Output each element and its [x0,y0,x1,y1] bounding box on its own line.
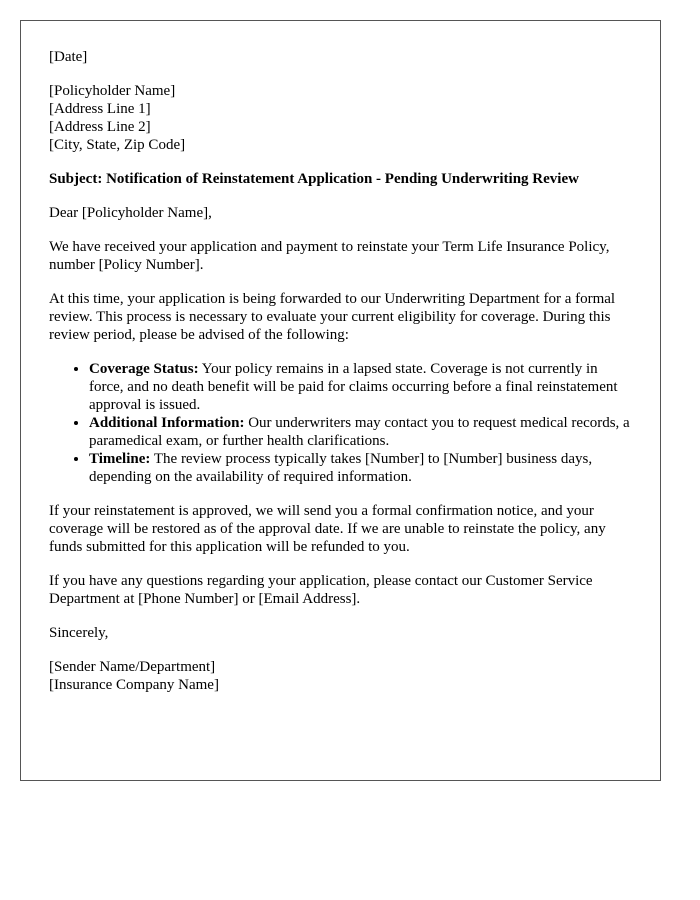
recipient-name: [Policyholder Name] [49,83,176,99]
salutation: Dear [Policyholder Name], [49,205,212,221]
list-item [89,414,632,450]
recipient-address [49,82,632,154]
list-item [89,450,632,486]
body-paragraph: If your reinstatement is approved, we will send you a formal confirmation notice, and your coverage will be restored as of the approval date. If we are unable to reinstate the policy, any funds submitted for this application will be refunded to you. [49,503,606,555]
bullet-text: Our underwriters may contact you to request medical records, a paramedical exam, or further health clarifications. [89,415,630,449]
bullet-text: The review process typically takes [Number] to [Number] business days, depending on the availability of required information. [89,451,593,485]
city-state-zip: [City, State, Zip Code] [49,137,186,153]
date: [Date] [49,49,88,65]
address-line-1: [Address Line 1] [49,101,151,117]
letter [20,20,661,781]
bullet-text: Your policy remains in a lapsed state. Coverage is not currently in force, and no death benefit will be paid for claims occurring before a final reinstatement approval is issued. [89,361,618,413]
body-paragraph: We have received your application and payment to reinstate your Term Life Insurance Policy, number [Policy Number]. [49,239,610,273]
signoff: Sincerely, [49,625,109,641]
bullet-label: Additional Information: [89,415,245,431]
sender-block [49,658,632,694]
body-paragraph: If you have any questions regarding your application, please contact our Customer Service Department at [Phone Number] or [Email Address]. [49,573,593,607]
bullet-label: Timeline: [89,451,151,467]
subject-line: Subject: Notification of Reinstatement Application - Pending Underwriting Review [49,171,579,187]
bullet-label: Coverage Status: [89,361,199,377]
list-item [89,360,632,414]
company-name: [Insurance Company Name] [49,677,219,693]
sender-name: [Sender Name/Department] [49,659,216,675]
notice-list [49,360,632,486]
address-line-2: [Address Line 2] [49,119,151,135]
body-paragraph: At this time, your application is being forwarded to our Underwriting Department for a formal review. This process is necessary to evaluate your current eligibility for coverage. During this review period, please be advised of the following: [49,291,616,343]
